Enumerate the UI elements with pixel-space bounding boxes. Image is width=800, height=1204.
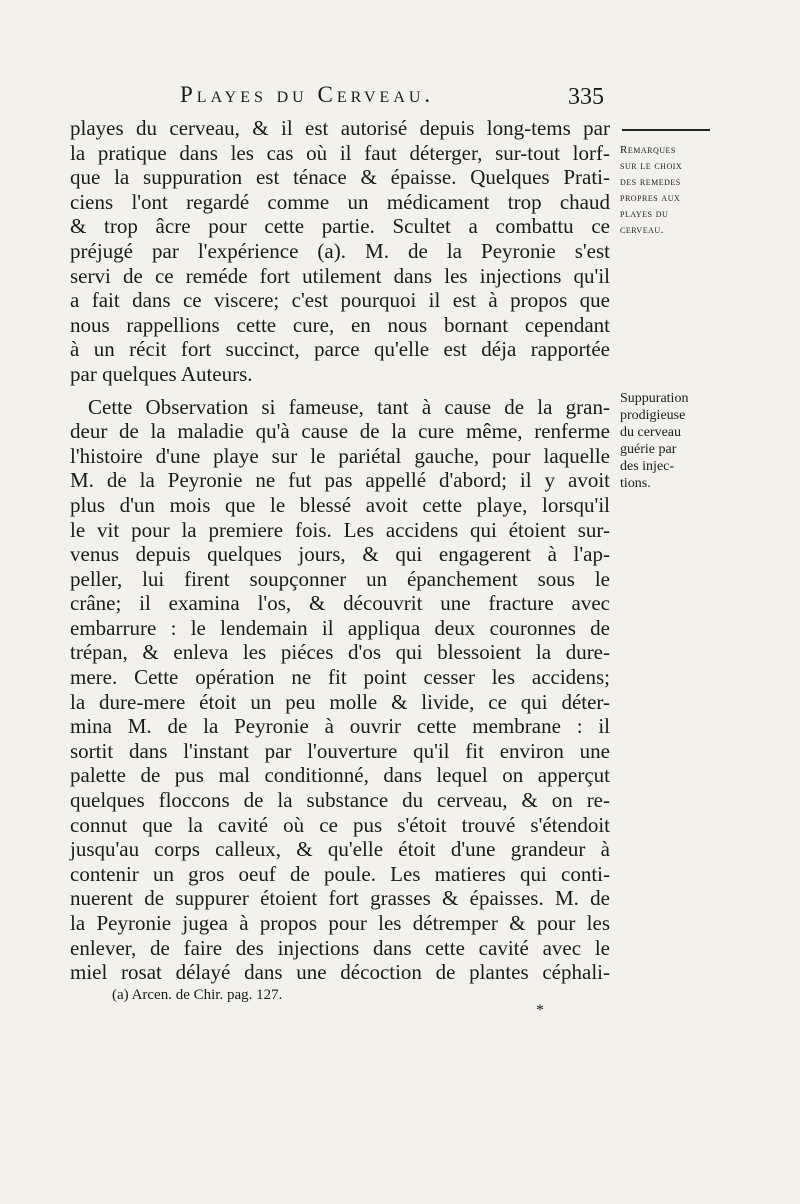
text-line: venus depuis quelques jours, & qui engagerent à l'ap-: [70, 542, 610, 567]
text-line: la pratique dans les cas où il faut déterger, sur-tout lorf-: [70, 140, 610, 165]
paragraph-2: [70, 395, 610, 985]
text-line: nuerent de suppurer étoient fort grasses & épaisses. M. de: [70, 886, 610, 911]
text-line: le vit pour la premiere fois. Les accidens qui étoient sur-: [70, 517, 610, 542]
page-header: [180, 82, 604, 116]
text-line: la dure-mere étoit un peu molle & livide, ce qui déter-: [70, 689, 610, 714]
margin-rule: [622, 129, 710, 131]
margin-note-line: tions.: [620, 476, 651, 491]
text-line: playes du cerveau, & il est autorisé depuis long-tems par: [70, 116, 610, 140]
text-line: la Peyronie jugea à propos pour les détremper & pour les: [70, 911, 610, 935]
margin-note-line: cerveau.: [620, 224, 664, 236]
running-title: Playes du Cerveau.: [180, 82, 435, 107]
text-line: a fait dans ce viscere; c'est pourquoi il est à propos que: [70, 288, 610, 313]
text-line: mina M. de la Peyronie à ouvrir cette membrane : il: [70, 714, 610, 739]
margin-note-line: guérie par: [620, 442, 677, 457]
paragraph-gap: [70, 387, 610, 395]
text-line: jusqu'au corps calleux, & qu'elle étoit d'une grandeur à: [70, 837, 610, 862]
text-line: nous rappellions cette cure, en nous bornant cependant: [70, 312, 610, 337]
margin-note-line: Suppuration: [620, 391, 689, 406]
text-line: quelques floccons de la substance du cerveau, & on re-: [70, 788, 610, 813]
text-line: palette de pus mal conditionné, dans lequel on apperçut: [70, 763, 610, 788]
text-line: mere. Cette opération ne fit point cesser les accidens;: [70, 665, 610, 690]
text-line: trépan, & enleva les piéces d'os qui blessoient la dure-: [70, 640, 610, 665]
margin-note-line: des injec-: [620, 459, 675, 474]
text-line: ciens l'ont regardé comme un médicament trop chaud: [70, 189, 610, 214]
text-line: M. de la Peyronie ne fut pas appellé d'abord; il y avoit: [70, 468, 610, 493]
margin-note-line: des remedes: [620, 176, 681, 188]
margin-note-line: playes du: [620, 208, 669, 220]
margin-note-line: Remarques: [620, 144, 676, 156]
text-line: miel rosat délayé dans une décoction de plantes céphali-: [70, 960, 610, 985]
text-line: à un récit fort succinct, parce qu'elle est déja rapportée: [70, 337, 610, 362]
margin-note-suppuration: [620, 390, 720, 492]
text-line: contenir un gros oeuf de poule. Les matieres qui conti-: [70, 861, 610, 886]
text-line: préjugé par l'expérience (a). M. de la Peyronie s'est: [70, 238, 610, 263]
text-line: Cette Observation si fameuse, tant à cause de la gran-: [88, 394, 610, 419]
margin-note-line: propres aux: [620, 192, 681, 204]
text-line: connut que la cavité où ce pus s'étoit trouvé s'étendoit: [70, 812, 610, 837]
margin-note-line: prodigieuse: [620, 408, 686, 423]
margin-note-line: du cerveau: [620, 425, 682, 440]
margin-note-line: sur le choix: [620, 160, 683, 172]
page-number: 335: [568, 84, 604, 110]
body-text: [70, 116, 610, 985]
text-line: deur de la maladie qu'à cause de la cure même, renferme: [70, 419, 610, 444]
text-line: que la suppuration est ténace & épaisse. Quelques Prati-: [70, 165, 610, 190]
text-line: par quelques Auteurs.: [70, 361, 253, 386]
text-line: enlever, de faire des injections dans cette cavité avec le: [70, 935, 610, 960]
footnote: (a) Arcen. de Chir. pag. 127.: [112, 987, 283, 1003]
text-line: plus d'un mois que le blessé avoit cette playe, lorsqu'il: [70, 492, 610, 517]
text-line: peller, lui firent soupçonner un épanchement sous le: [70, 566, 610, 591]
margin-note-remarques: [620, 142, 720, 238]
text-line: servi de ce reméde fort utilement dans les injections qu'il: [70, 263, 610, 288]
paragraph-1: [70, 116, 610, 387]
text-line: l'histoire d'une playe sur le pariétal gauche, pour laquelle: [70, 443, 610, 468]
text-line: crâne; il examina l'os, & découvrit une fracture avec: [70, 591, 610, 616]
signature-mark: *: [536, 1002, 544, 1019]
text-line: & trop âcre pour cette partie. Scultet a combattu ce: [70, 214, 610, 239]
text-line: sortit dans l'instant par l'ouverture qu'il fit environ une: [70, 738, 610, 763]
text-line: embarrure : le lendemain il appliqua deux couronnes de: [70, 615, 610, 640]
